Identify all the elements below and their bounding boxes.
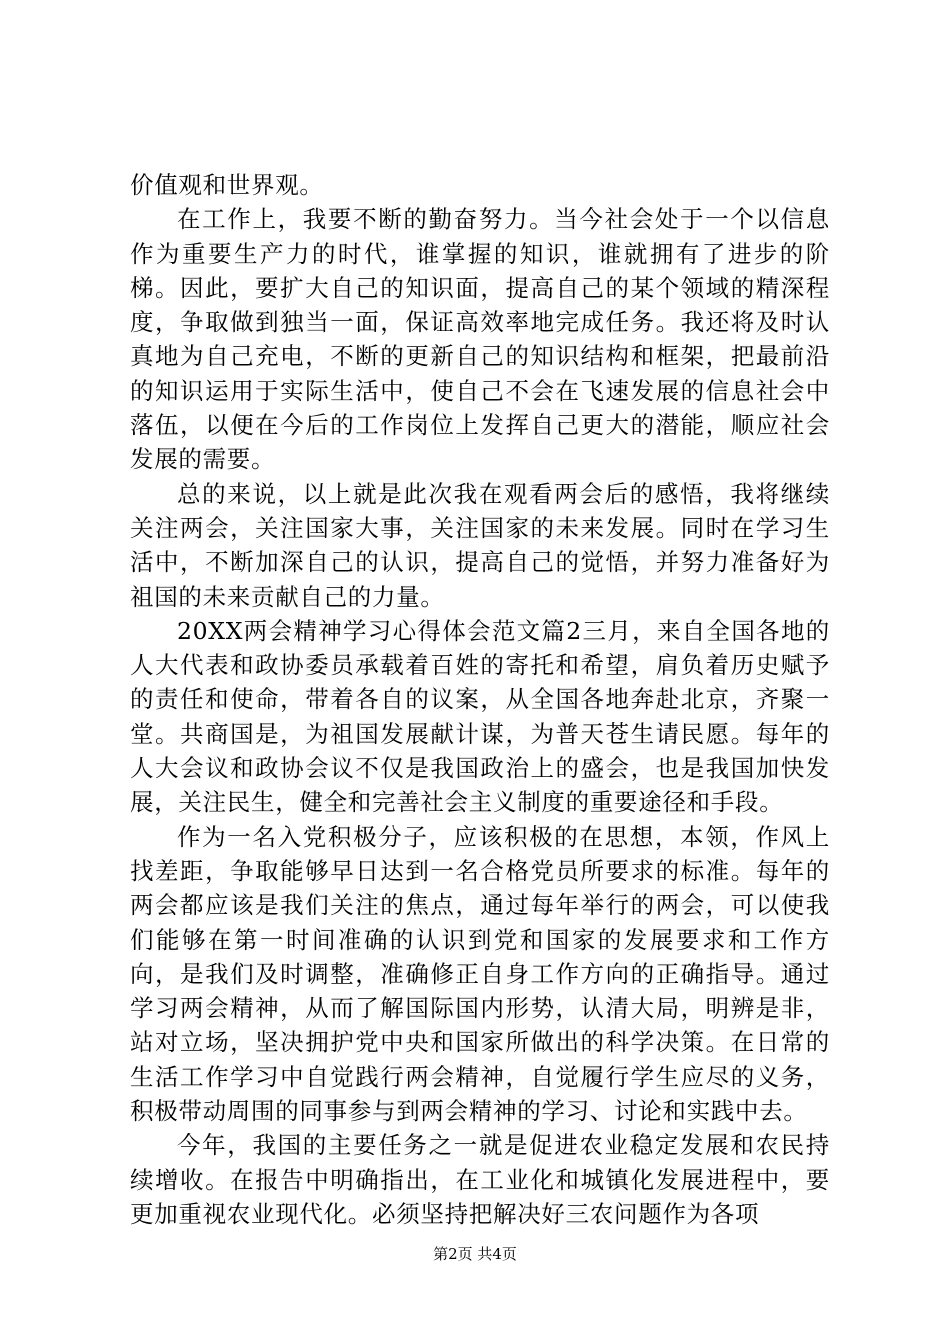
paragraph-work: 在工作上，我要不断的勤奋努力。当今社会处于一个以信息作为重要生产力的时代，谁掌握的知识，谁就拥有了进步的阶梯。因此，要扩大自己的知识面，提高自己的某个领域的精深程度，争取做到独当一面，保证高效率地完成任务。我还将及时认真地为自己充电，不断的更新自己的知识结构和框架，把最前沿的知识运用于实际生活中，使自己不会在飞速发展的信息社会中落伍，以便在今后的工作岗位上发挥自己更大的潜能，顺应社会发展的需要。 — [130, 205, 830, 474]
paragraph-summary: 总的来说，以上就是此次我在观看两会后的感悟，我将继续关注两会，关注国家大事，关注国家的未来发展。同时在学习生活中，不断加深自己的认识，提高自己的觉悟，并努力准备好为祖国的未来贡献自己的力量。 — [130, 479, 830, 611]
document-body — [130, 168, 830, 1231]
paragraph-party-activist: 作为一名入党积极分子，应该积极的在思想，本领，作风上找差距，争取能够早日达到一名合格党员所要求的标准。每年的两会都应该是我们关注的焦点，通过每年举行的两会，可以使我们能够在第一时间准确的认识到党和国家的发展要求和工作方向，是我们及时调整，准确修正自身工作方向的正确指导。通过学习两会精神，从而了解国际国内形势，认清大局，明辨是非，站对立场，坚决拥护党中央和国家所做出的科学决策。在日常的生活工作学习中自觉践行两会精神，自觉履行学生应尽的义务，积极带动周围的同事参与到两会精神的学习、讨论和实践中去。 — [130, 822, 830, 1126]
paragraph-agriculture: 今年，我国的主要任务之一就是促进农业稳定发展和农民持续增收。在报告中明确指出，在工业化和城镇化发展进程中，要更加重视农业现代化。必须坚持把解决好三农问题作为各项 — [130, 1131, 830, 1228]
paragraph-continuation: 价值观和世界观。 — [130, 171, 324, 199]
page-footer: 第2页 共4页 — [433, 1245, 517, 1263]
paragraph-sample-2: 20XX两会精神学习心得体会范文篇2三月，来自全国各地的人大代表和政协委员承载着百姓的寄托和希望，肩负着历史赋予的责任和使命，带着各自的议案，从全国各地奔赴北京，齐聚一堂。共商国是，为祖国发展献计谋，为普天苍生请民愿。每年的人大会议和政协会议不仅是我国政治上的盛会，也是我国加快发展，关注民生，健全和完善社会主义制度的重要途径和手段。 — [130, 616, 830, 817]
